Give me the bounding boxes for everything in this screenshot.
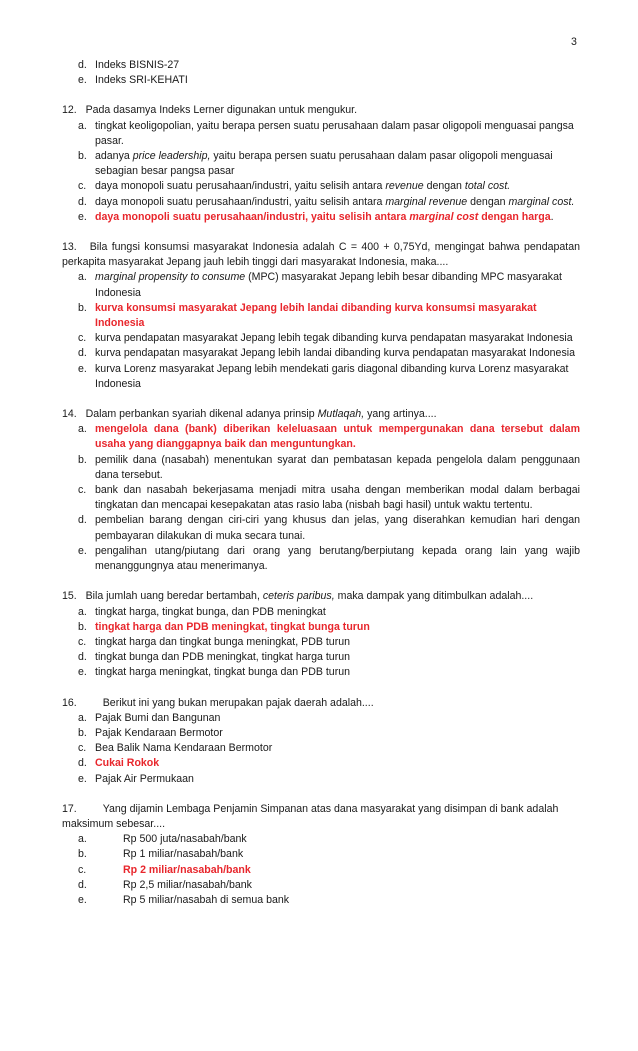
option-d: d. kurva pendapatan masyarakat Jepang lebih landai dibanding kurva pendapatan masyarakat Indonesia <box>78 347 575 360</box>
question-16 <box>62 696 580 787</box>
option-b: b. adanya price leadership, yaitu berapa persen suatu perusahaan dalam pasar oligopoli menguasai sebagian besar pangsa pasar <box>78 150 553 178</box>
question-11-tail <box>62 58 580 88</box>
options-list <box>62 711 580 787</box>
option-a: a. Pajak Bumi dan Bangunan <box>78 711 221 724</box>
option-e: e. Pajak Air Permukaan <box>78 772 194 785</box>
option-e: e. kurva Lorenz masyarakat Jepang lebih mendekati garis diagonal dibanding kurva Lorenz masyarakat Indonesia <box>78 362 569 390</box>
question-stem: 17. Yang dijamin Lembaga Penjamin Simpanan atas dana masyarakat yang disimpan di bank adalah maksimum sebesar.... <box>62 802 559 830</box>
option-a: a. marginal propensity to consume (MPC) masyarakat Jepang lebih besar dibanding MPC masyarakat Indonesia <box>78 271 562 299</box>
option-a: a. Rp 500 juta/nasabah/bank <box>78 833 247 846</box>
options-list <box>62 270 580 392</box>
option-d: d. daya monopoli suatu perusahaan/industri, yaitu selisih antara marginal revenue dengan marginal cost. <box>78 195 575 208</box>
question-15 <box>62 589 580 680</box>
option-a-correct-answer: a. mengelola dana (bank) diberikan keleluasaan untuk mempergunakan dana tersebut dalam usaha yang dianggapnya baik dan menguntungkan. <box>78 423 580 451</box>
question-stem: 12. Pada dasamya Indeks Lerner digunakan untuk mengukur. <box>62 104 358 117</box>
option-d: d. Indeks BISNIS-27 <box>78 59 180 71</box>
option-e: e. pengalihan utang/piutang dari orang yang berutang/berpiutang kepada orang lain yang wajib menanggungnya atau menerimanya. <box>78 544 580 573</box>
options-list <box>62 605 580 681</box>
option-c-correct-answer: c. Rp 2 miliar/nasabah/bank <box>78 863 251 876</box>
option-b: b. pemilik dana (nasabah) menentukan syarat dan pembatasan kepada pengelola dalam penggunaan dana tersebut. <box>78 453 580 481</box>
option-c: c. Bea Balik Nama Kendaraan Bermotor <box>78 742 273 755</box>
option-c: c. bank dan nasabah bekerjasama menjadi mitra usaha dengan memberikan modal dalam berbagai tingkatan dan mencapai kesepakatan atas rasio laba (nisbah bagi hasil) untuk waktu tertentu. <box>78 484 580 512</box>
question-number: 16. <box>62 696 77 709</box>
option-c: c. tingkat harga dan tingkat bunga meningkat, PDB turun <box>78 635 351 648</box>
option-a: a. tingkat keoligopolian, yaitu berapa persen suatu perusahaan dalam pasar oligopoli menguasai pangsa pasar. <box>78 119 574 147</box>
option-d-correct-answer: d. Cukai Rokok <box>78 757 160 770</box>
question-12 <box>62 103 580 225</box>
question-number: 14. <box>62 408 77 421</box>
question-number: 15. <box>62 590 77 603</box>
options-list <box>62 832 580 908</box>
option-c: c. kurva pendapatan masyarakat Jepang lebih tegak dibanding kurva pendapatan masyarakat Indonesia <box>78 332 573 345</box>
option-c: c. daya monopoli suatu perusahaan/industri, yaitu selisih antara revenue dengan total cost. <box>78 180 511 193</box>
page-number: 3 <box>571 36 577 48</box>
question-stem: 13. Bila fungsi konsumsi masyarakat Indonesia adalah C = 400 + 0,75Yd, mengingat bahwa pendapatan perkapita masyarakat Jepang jauh lebih tinggi dari masyarakat Indonesia, maka.... <box>62 241 580 269</box>
option-b: b. Rp 1 miliar/nasabah/bank <box>78 848 244 861</box>
options-list <box>62 58 580 88</box>
option-b-correct-answer: b. tingkat harga dan PDB meningkat, tingkat bunga turun <box>78 620 370 633</box>
option-e-correct-answer: e. daya monopoli suatu perusahaan/industri, yaitu selisih antara marginal cost dengan harga. <box>78 210 554 223</box>
option-e: e. tingkat harga meningkat, tingkat bunga dan PDB turun <box>78 666 351 679</box>
question-number: 12. <box>62 104 77 117</box>
option-e: e. Indeks SRI-KEHATI <box>78 74 188 87</box>
option-b-correct-answer: b. kurva konsumsi masyarakat Jepang lebih landai dibanding kurva konsumsi masyarakat Indonesia <box>78 301 537 330</box>
question-17 <box>62 802 580 908</box>
option-a: a. tingkat harga, tingkat bunga, dan PDB meningkat <box>78 605 326 618</box>
option-d: d. tingkat bunga dan PDB meningkat, tingkat harga turun <box>78 651 351 664</box>
question-number: 13. <box>62 241 77 254</box>
question-number: 17. <box>62 802 77 815</box>
options-list <box>62 422 580 574</box>
option-d: d. Rp 2,5 miliar/nasabah/bank <box>78 878 252 891</box>
question-13 <box>62 240 580 392</box>
question-stem: 16. Berikut ini yang bukan merupakan pajak daerah adalah.... <box>62 696 374 709</box>
question-list <box>62 58 580 923</box>
question-stem: 14. Dalam perbankan syariah dikenal adanya prinsip Mutlaqah, yang artinya.... <box>62 408 437 421</box>
option-b: b. Pajak Kendaraan Bermotor <box>78 726 223 739</box>
question-14 <box>62 407 580 574</box>
options-list <box>62 119 580 225</box>
question-stem: 15. Bila jumlah uang beredar bertambah, ceteris paribus, maka dampak yang ditimbulkan adalah.... <box>62 590 534 603</box>
option-e: e. Rp 5 miliar/nasabah di semua bank <box>78 893 290 906</box>
option-d: d. pembelian barang dengan ciri-ciri yang khusus dan jelas, yang diserahkan kemudian hari dengan pembayaran dilakukan di muka secara tunai. <box>78 514 580 542</box>
